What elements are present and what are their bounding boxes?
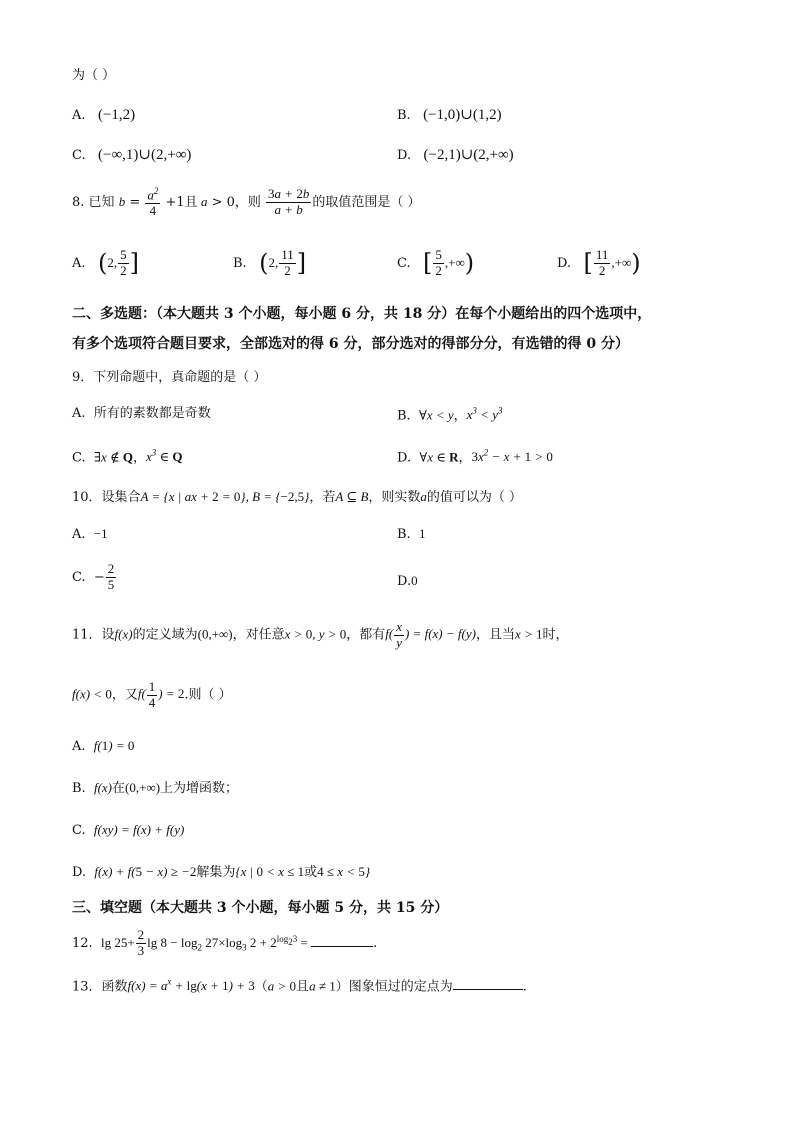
section2-heading-line2: 有多个选项符合题目要求，全部选对的得 6 分，部分选对的得部分分，有选错的得 0 分）	[72, 336, 629, 352]
q9-option-d[interactable]: D. ∀x ∈ R，$3x^2 - x + 1 > 0$	[397, 448, 553, 466]
option-math: (−1,0)∪(1,2)	[423, 107, 502, 123]
q10-option-b[interactable]: B. 1	[397, 526, 426, 542]
q7-stem-tail: 为（ ）	[72, 68, 116, 83]
option-label: A.	[72, 108, 86, 123]
q7-option-b[interactable]	[397, 106, 502, 124]
q13-stem: 13．函数$f(x) = a^x + \lg(x + 1) + 3(a > 0$且a ≠ 1）图象恒过的定点为 .	[72, 977, 527, 995]
section2-heading-line1: 二、多选题：（本大题共 3 个小题，每小题 6 分，共 18 分）在每个小题给出的四个选项中，	[72, 306, 652, 322]
q7-option-d[interactable]	[397, 146, 514, 164]
option-label: C.	[72, 148, 86, 163]
q12-stem: 12. lg 25+ $\frac{2}{3}$ $\lg 8 - \log_2 27\times\log_3$ $2 + 2^{log_23}$ = .	[72, 927, 378, 958]
q7-option-c[interactable]	[72, 146, 191, 164]
q8-option-b[interactable]: B. (2, $\frac{11}{2}$ ]	[233, 247, 307, 278]
answer-blank[interactable]	[453, 977, 523, 990]
q11-option-a[interactable]: A. f(1) = 0	[72, 738, 135, 754]
q11-option-d[interactable]: D. f(x) + f(5 − x) ≥ −2解集为{x | 0 < x ≤ 1或4 ≤ x < 5}	[72, 864, 371, 880]
q8-option-a[interactable]: A. (2, $\frac{5}{2}$ ]	[72, 247, 139, 278]
q11-option-b[interactable]: B. f(x)在(0,+∞)上为增函数；	[72, 780, 239, 796]
q10-option-a[interactable]: A. −1	[72, 526, 108, 542]
q9-option-c[interactable]: C. ∃x ∉ Q，$x^3$ ∈ Q	[72, 448, 183, 466]
option-math: (−∞,1)∪(2,+∞)	[98, 147, 192, 163]
q10-option-d[interactable]: D.0	[397, 573, 418, 589]
q9-option-b[interactable]: B. ∀x < y，$x^3 < y^3$	[397, 406, 503, 424]
q10-option-c[interactable]: C. − $\frac{2}{5}$	[72, 561, 115, 592]
option-math: (−2,1)∪(2,+∞)	[423, 147, 514, 163]
q9-option-a[interactable]: A. 所有的素数都是奇数	[72, 406, 211, 421]
q11-stem-line2: f(x) < 0，又f( $\frac{1}{4}$ ) = 2.则（ ）	[72, 679, 232, 710]
option-label: B.	[397, 108, 411, 123]
q9-stem: 9．下列命题中，真命题的是（ ）	[72, 370, 267, 385]
q10-stem: 10．设集合A = {x | ax + 2 = 0}, B = {−2,5}，若A ⊆ B，则实数a的值可以为（ ）	[72, 489, 523, 505]
q11-stem-line1: 11．设f(x)的定义域为(0,+∞)，对任意x > 0, y > 0，都有f( $\frac{x}{y}$ ) = f(x) − f(y)，且当x > 1时，	[72, 619, 569, 650]
q8-stem: 8. 已知 b = $\frac{a^2}{4}$ +1且 a > 0，则 $\frac{3a + 2b}{a + b}$ 的取值范围是（ ）	[72, 186, 421, 219]
q8-option-d[interactable]: D. [ $\frac{11}{2}$ ,+∞)	[557, 247, 641, 278]
section3-heading: 三、填空题（本大题共 3 个小题，每小题 5 分，共 15 分）	[72, 900, 449, 916]
q11-option-c[interactable]: C. f(xy) = f(x) + f(y)	[72, 822, 185, 838]
answer-blank[interactable]	[311, 934, 373, 947]
option-math: (−1,2)	[97, 107, 136, 123]
q7-option-a[interactable]	[72, 106, 135, 124]
q8-option-c[interactable]: C. [ $\frac{5}{2}$ ,+∞)	[397, 247, 475, 278]
option-label: D.	[397, 148, 412, 163]
